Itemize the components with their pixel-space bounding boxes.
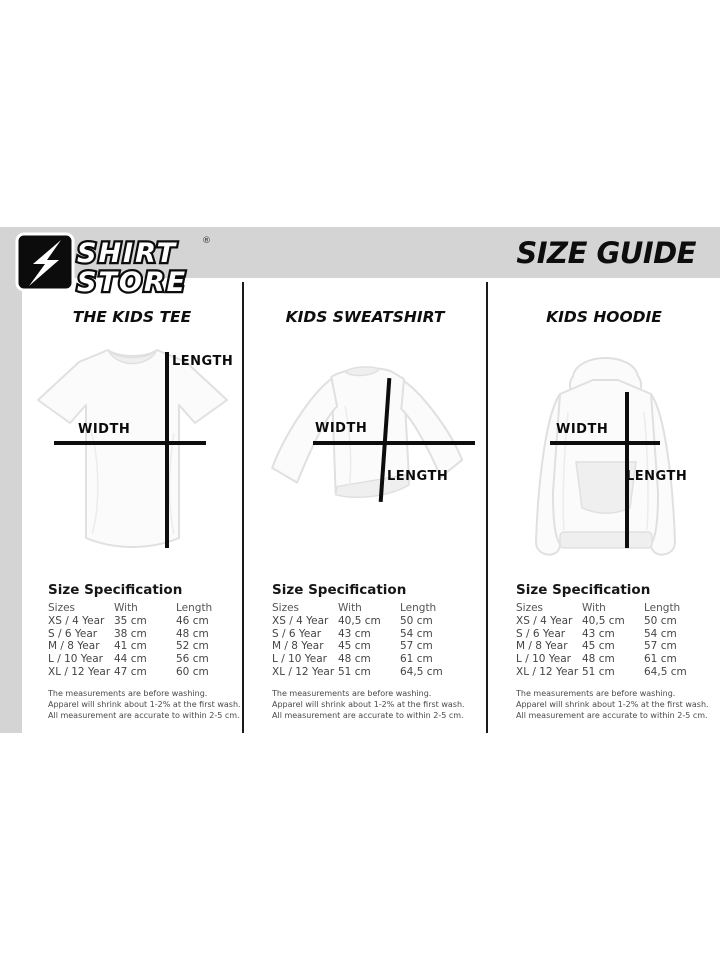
length-measure-line bbox=[165, 352, 169, 548]
col-header: Length bbox=[176, 602, 213, 614]
size-cell: XL / 12 Year bbox=[516, 665, 579, 678]
column-title: THE KIDS TEE bbox=[72, 308, 192, 326]
width-measure-line bbox=[313, 441, 475, 445]
column-kids-hoodie bbox=[488, 282, 720, 733]
width-label: WIDTH bbox=[315, 421, 368, 436]
note-line: All measurement are accurate to within 2-5 cm. bbox=[48, 710, 240, 720]
column-kids-tee bbox=[22, 282, 242, 733]
size-specification bbox=[516, 582, 716, 721]
length-cell: 54 cm bbox=[644, 627, 677, 640]
width-cell: 47 cm bbox=[114, 665, 147, 678]
length-cell: 61 cm bbox=[644, 653, 677, 666]
measurement-notes bbox=[48, 688, 248, 721]
size-specification bbox=[48, 582, 248, 721]
measurement-notes bbox=[516, 688, 716, 721]
length-label: LENGTH bbox=[387, 469, 449, 484]
spec-table bbox=[272, 602, 472, 679]
size-cell: S / 6 Year bbox=[272, 627, 322, 640]
note-line: All measurement are accurate to within 2-5 cm. bbox=[272, 710, 464, 720]
width-cell: 40,5 cm bbox=[338, 614, 381, 627]
length-cell: 64,5 cm bbox=[400, 665, 443, 678]
logo-text-shirt: SHIRT bbox=[77, 238, 178, 269]
length-cell: 60 cm bbox=[176, 665, 209, 678]
width-cell: 40,5 cm bbox=[582, 614, 625, 627]
size-specification bbox=[272, 582, 472, 721]
spec-table bbox=[48, 602, 248, 679]
note-line: All measurement are accurate to within 2-5 cm. bbox=[516, 710, 708, 720]
col-header: Length bbox=[400, 602, 437, 614]
sweatshirt-figure bbox=[255, 345, 475, 540]
column-title: KIDS HOODIE bbox=[546, 308, 662, 326]
size-cell: L / 10 Year bbox=[272, 653, 327, 666]
width-cell: 48 cm bbox=[338, 653, 371, 666]
size-cell: S / 6 Year bbox=[516, 627, 566, 640]
col-header: Length bbox=[644, 602, 681, 614]
width-cell: 45 cm bbox=[582, 640, 615, 653]
width-measure-line bbox=[54, 441, 206, 445]
size-cell: M / 8 Year bbox=[516, 640, 568, 653]
note-line: Apparel will shrink about 1-2% at the first wash. bbox=[48, 699, 241, 709]
length-cell: 57 cm bbox=[400, 640, 433, 653]
col-header: Sizes bbox=[272, 602, 300, 614]
width-label: WIDTH bbox=[78, 422, 131, 437]
width-cell: 48 cm bbox=[582, 653, 615, 666]
width-cell: 38 cm bbox=[114, 627, 147, 640]
size-cell: XL / 12 Year bbox=[48, 665, 111, 678]
length-cell: 56 cm bbox=[176, 653, 209, 666]
width-cell: 51 cm bbox=[582, 665, 615, 678]
width-cell: 45 cm bbox=[338, 640, 371, 653]
width-cell: 51 cm bbox=[338, 665, 371, 678]
spec-title: Size Specification bbox=[48, 582, 183, 598]
hoodie-graphic bbox=[498, 342, 713, 570]
length-cell: 54 cm bbox=[400, 627, 433, 640]
size-cell: M / 8 Year bbox=[48, 640, 100, 653]
note-line: Apparel will shrink about 1-2% at the first wash. bbox=[272, 699, 465, 709]
length-cell: 50 cm bbox=[400, 614, 433, 627]
column-title: KIDS SWEATSHIRT bbox=[285, 308, 445, 326]
length-cell: 46 cm bbox=[176, 614, 209, 627]
size-cell: L / 10 Year bbox=[48, 653, 103, 666]
spec-title: Size Specification bbox=[516, 582, 651, 598]
length-cell: 50 cm bbox=[644, 614, 677, 627]
hoodie-figure bbox=[498, 342, 713, 570]
col-header: Sizes bbox=[516, 602, 544, 614]
size-cell: XS / 4 Year bbox=[516, 614, 573, 627]
size-cell: L / 10 Year bbox=[516, 653, 571, 666]
spec-table bbox=[516, 602, 716, 679]
registered-mark: ® bbox=[202, 236, 211, 246]
col-header: With bbox=[338, 602, 362, 614]
length-cell: 57 cm bbox=[644, 640, 677, 653]
spec-title: Size Specification bbox=[272, 582, 407, 598]
length-cell: 52 cm bbox=[176, 640, 209, 653]
width-cell: 35 cm bbox=[114, 614, 147, 627]
measurement-notes bbox=[272, 688, 472, 721]
width-cell: 43 cm bbox=[582, 627, 615, 640]
note-line: The measurements are before washing. bbox=[272, 688, 432, 698]
length-cell: 64,5 cm bbox=[644, 665, 687, 678]
col-header: Sizes bbox=[48, 602, 76, 614]
col-header: With bbox=[114, 602, 138, 614]
logo-text-store: STORE bbox=[77, 267, 188, 298]
note-line: The measurements are before washing. bbox=[516, 688, 676, 698]
length-cell: 48 cm bbox=[176, 627, 209, 640]
size-cell: XS / 4 Year bbox=[48, 614, 105, 627]
size-cell: XL / 12 Year bbox=[272, 665, 335, 678]
length-label: LENGTH bbox=[172, 354, 234, 369]
note-line: The measurements are before washing. bbox=[48, 688, 208, 698]
column-kids-sweatshirt bbox=[244, 282, 486, 733]
width-cell: 44 cm bbox=[114, 653, 147, 666]
width-cell: 43 cm bbox=[338, 627, 371, 640]
width-measure-line bbox=[550, 441, 660, 445]
page-title: SIZE GUIDE bbox=[516, 236, 696, 270]
width-cell: 41 cm bbox=[114, 640, 147, 653]
size-cell: XS / 4 Year bbox=[272, 614, 329, 627]
tee-graphic bbox=[30, 338, 235, 566]
col-header: With bbox=[582, 602, 606, 614]
size-cell: M / 8 Year bbox=[272, 640, 324, 653]
length-label: LENGTH bbox=[626, 469, 688, 484]
width-label: WIDTH bbox=[556, 422, 609, 437]
length-cell: 61 cm bbox=[400, 653, 433, 666]
size-cell: S / 6 Year bbox=[48, 627, 98, 640]
tee-figure bbox=[30, 338, 235, 566]
note-line: Apparel will shrink about 1-2% at the first wash. bbox=[516, 699, 709, 709]
